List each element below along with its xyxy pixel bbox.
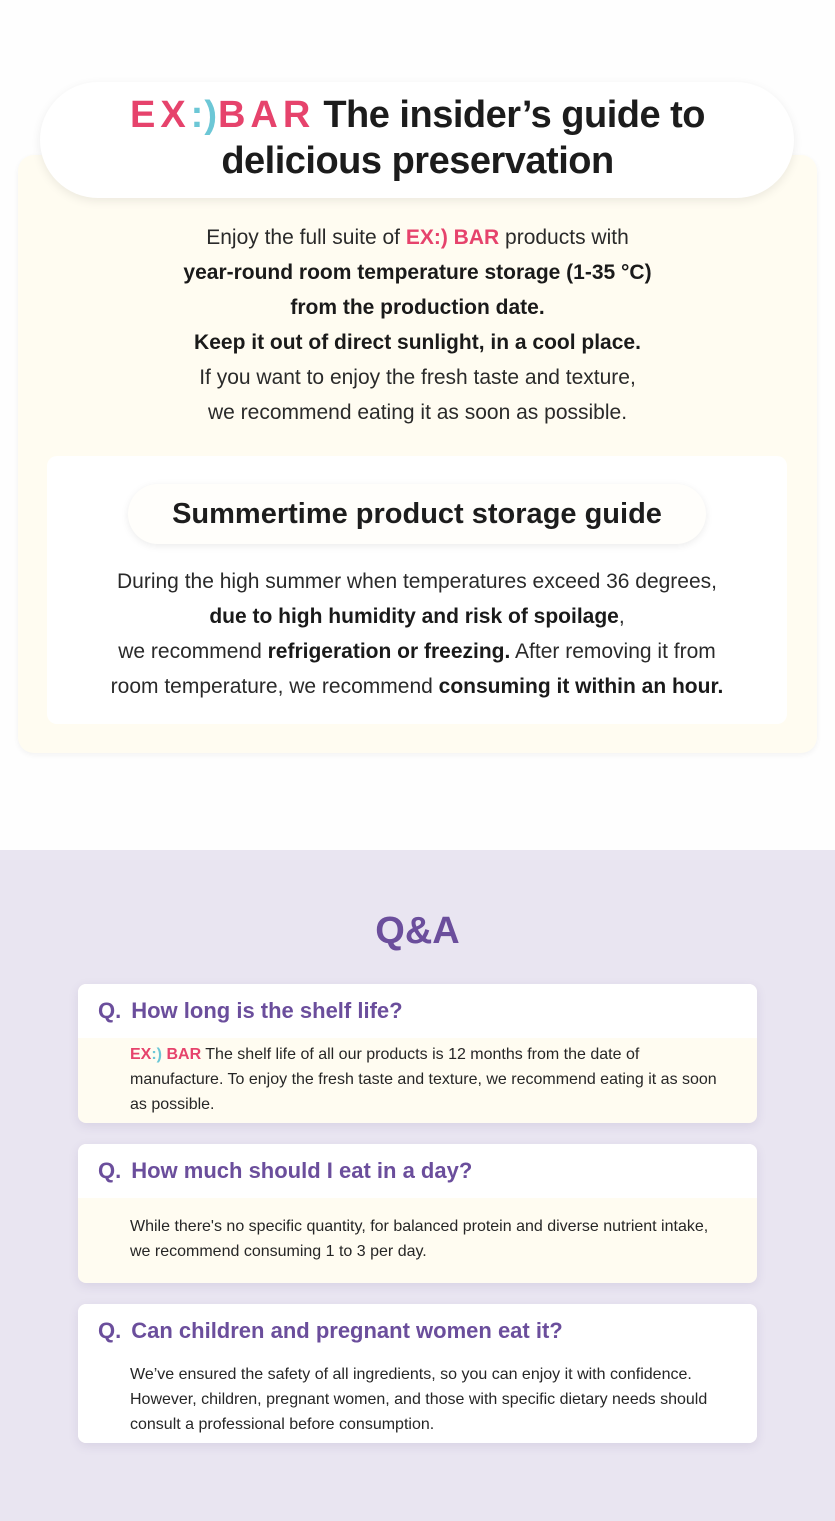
intro-line-6: we recommend eating it as soon as possible. — [207, 401, 628, 424]
intro-line-3: from the production date. — [290, 296, 545, 319]
page-title-text-1: The insider’s guide to — [323, 94, 706, 136]
qa-question[interactable] — [78, 1304, 757, 1358]
summer-guide-title: Summertime product storage guide — [128, 484, 706, 544]
qa-answer-text: We’ve ensured the safety of all ingredients, so you can enjoy it with confidence. However, children, pregnant women, and those with specific dietary needs should consult a professional before consumption. — [130, 1366, 708, 1433]
summer-line-4: room temperature, we recommend consuming it within an hour. — [110, 675, 724, 698]
qa-question-text: How long is the shelf life? — [131, 998, 403, 1023]
summer-line-2: due to high humidity and risk of spoilage, — [209, 605, 625, 628]
qa-question-text: How much should I eat in a day? — [131, 1158, 473, 1183]
summer-line-3: we recommend refrigeration or freezing. After removing it from — [118, 640, 716, 663]
title-highlight: delicious preservation — [215, 140, 619, 183]
qa-question-text: Can children and pregnant women eat it? — [131, 1318, 563, 1343]
qa-answer — [78, 1358, 757, 1443]
question-marker: Q. — [98, 1318, 122, 1343]
qa-answer — [78, 1198, 757, 1264]
brand-logo: EX:)BAR — [129, 94, 316, 136]
brand-name-inline: EX:) BAR — [405, 226, 500, 249]
qa-answer: EX:) BAR The shelf life of all our products is 12 months from the date of manufacture. To enjoy the fresh taste and texture, we recommend eating it as soon as possible. — [130, 1046, 717, 1113]
qa-answer-text: The shelf life of all our products is 12 months from the date of manufacture. To enjoy the fresh taste and texture, we recommend eating it as soon as possible. — [130, 1046, 717, 1113]
intro-line-1: Enjoy the full suite of EX:) BAR products with — [206, 226, 629, 249]
page-title — [0, 94, 835, 137]
summer-line-1: During the high summer when temperatures exceed 36 degrees, — [117, 570, 717, 593]
intro-line-5: If you want to enjoy the fresh taste and texture, — [199, 366, 636, 389]
qa-item-shelf-life[interactable] — [78, 984, 757, 1123]
qa-title: Q&A — [375, 910, 460, 952]
question-marker: Q. — [98, 998, 122, 1023]
summer-guide-text — [47, 564, 787, 704]
qa-question[interactable] — [78, 1144, 757, 1198]
qa-answer-text: While there's no specific quantity, for balanced protein and diverse nutrient intake, we recommend consuming 1 to 3 per day. — [130, 1218, 709, 1260]
intro-line-4: Keep it out of direct sunlight, in a cool place. — [194, 331, 641, 354]
page-title-line-2 — [0, 140, 835, 183]
storage-intro-text — [0, 220, 835, 430]
qa-item-children-pregnant[interactable] — [78, 1304, 757, 1443]
qa-item-daily-amount[interactable] — [78, 1144, 757, 1283]
intro-line-2: year-round room temperature storage (1-35 °C) — [183, 261, 652, 284]
qa-question[interactable] — [78, 984, 757, 1038]
question-marker: Q. — [98, 1158, 122, 1183]
